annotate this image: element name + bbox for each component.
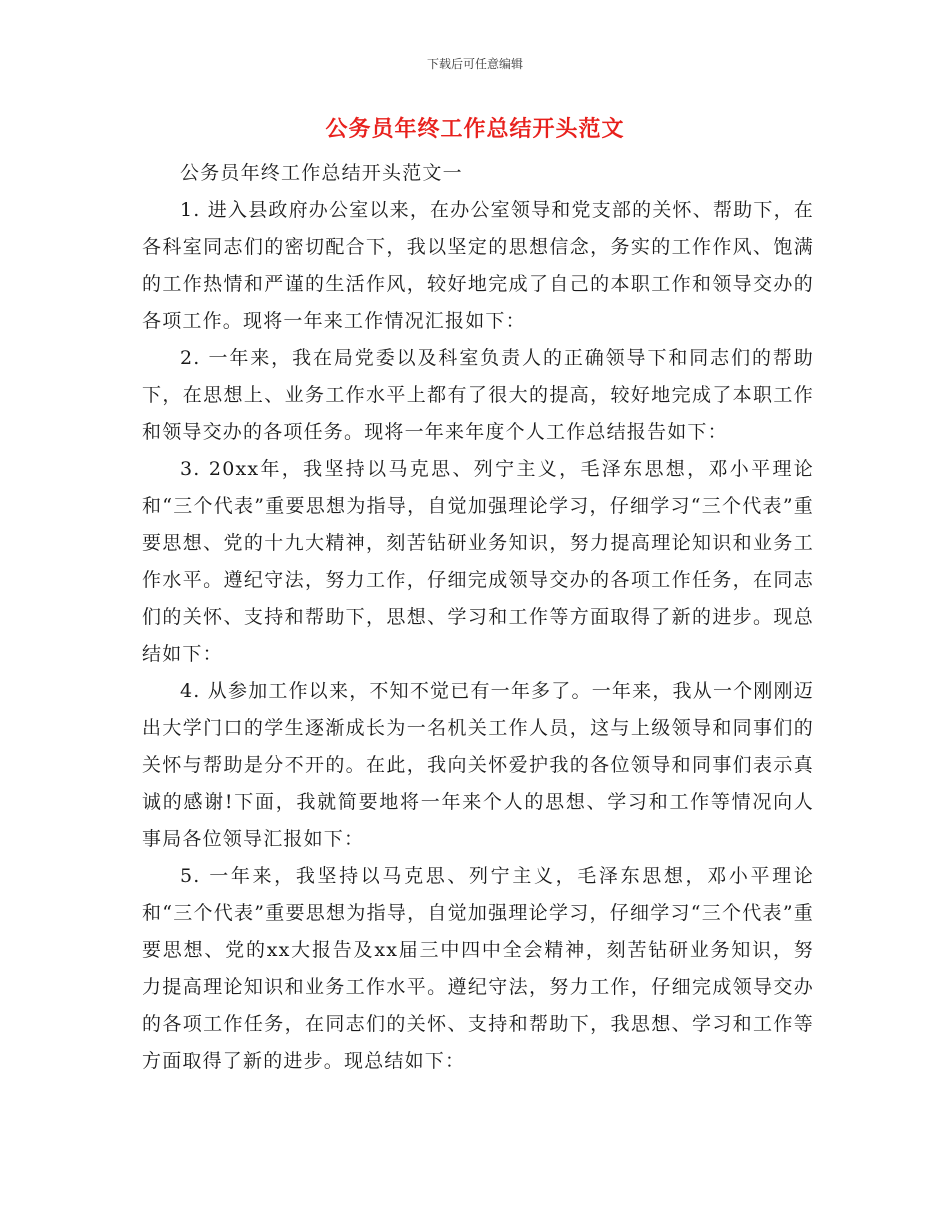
- document-title: 公务员年终工作总结开头范文: [325, 116, 625, 142]
- paragraph-5: 5. 一年来，我坚持以马克思、列宁主义，毛泽东思想，邓小平理论和“三个代表”重要思想为指导，自觉加强理论学习，仔细学习“三个代表”重要思想、党的xx大报告及xx届三中四中全会精神，刻苦钻研业务知识，努力提高理论知识和业务工作水平。遵纪守法，努力工作，仔细完成领导交办的各项工作任务，在同志们的关怀、支持和帮助下，我思想、学习和工作等方面取得了新的进步。现总结如下：: [142, 865, 814, 1072]
- document-body: [142, 155, 814, 1080]
- paragraph-3: 3. 20xx年，我坚持以马克思、列宁主义，毛泽东思想，邓小平理论和“三个代表”重要思想为指导，自觉加强理论学习，仔细学习“三个代表”重要思想、党的十九大精神，刻苦钻研业务知识，努力提高理论知识和业务工作水平。遵纪守法，努力工作，仔细完成领导交办的各项工作任务，在同志们的关怀、支持和帮助下，思想、学习和工作等方面取得了新的进步。现总结如下：: [142, 458, 814, 665]
- paragraph-1: 1. 进入县政府办公室以来，在办公室领导和党支部的关怀、帮助下，在各科室同志们的密切配合下，我以坚定的思想信念，务实的工作作风、饱满的工作热情和严谨的生活作风，较好地完成了自己的本职工作和领导交办的各项工作。现将一年来工作情况汇报如下：: [142, 199, 814, 332]
- paragraph-4: 4. 从参加工作以来，不知不觉已有一年多了。一年来，我从一个刚刚迈出大学门口的学生逐渐成长为一名机关工作人员，这与上级领导和同事们的关怀与帮助是分不开的。在此，我向关怀爱护我的各位领导和同事们表示真诚的感谢!下面，我就简要地将一年来个人的思想、学习和工作等情况向人事局各位领导汇报如下：: [142, 680, 814, 850]
- section-subtitle: 公务员年终工作总结开头范文一: [180, 162, 463, 184]
- paragraph-2: 2. 一年来，我在局党委以及科室负责人的正确领导下和同志们的帮助下，在思想上、业务工作水平上都有了很大的提高，较好地完成了本职工作和领导交办的各项任务。现将一年来年度个人工作总结报告如下：: [142, 347, 814, 443]
- page-header-note: 下载后可任意编辑: [426, 57, 523, 71]
